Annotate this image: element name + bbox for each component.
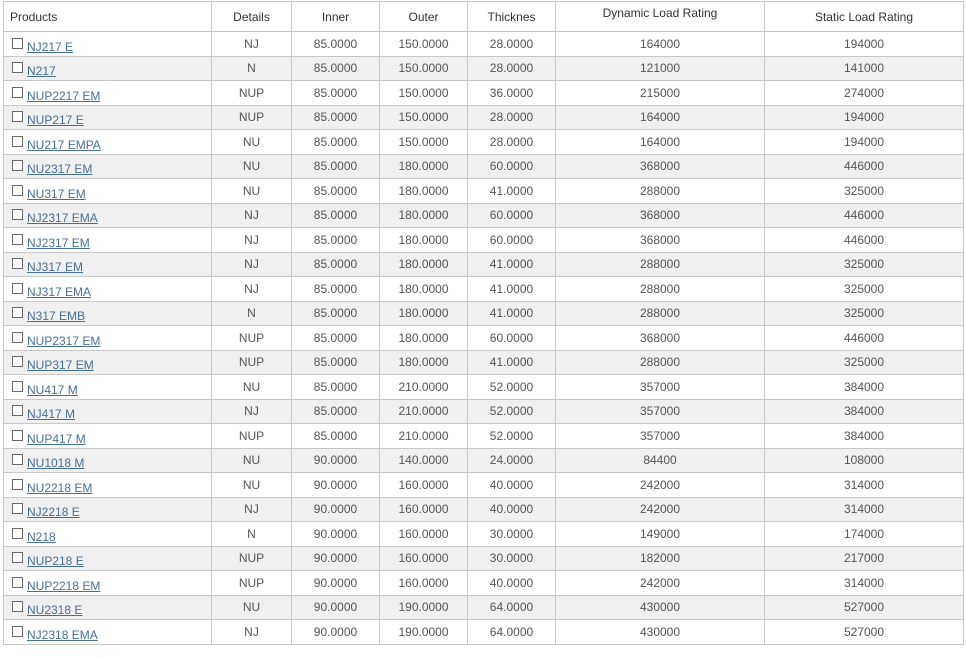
outer-cell: 180.0000 bbox=[380, 350, 468, 375]
checkbox-icon[interactable] bbox=[12, 38, 23, 49]
header-outer[interactable]: Outer bbox=[380, 2, 468, 32]
thickness-cell: 41.0000 bbox=[468, 301, 556, 326]
product-link[interactable]: NJ2317 EMA bbox=[27, 211, 98, 226]
details-cell: NUP bbox=[212, 81, 292, 106]
dynamic-load-cell: 242000 bbox=[556, 571, 765, 596]
table-body bbox=[4, 32, 964, 645]
thickness-cell: 64.0000 bbox=[468, 620, 556, 645]
details-cell: N bbox=[212, 301, 292, 326]
product-link[interactable]: N317 EMB bbox=[27, 309, 86, 324]
checkbox-icon[interactable] bbox=[12, 185, 23, 196]
table-row bbox=[4, 375, 964, 400]
details-cell: NJ bbox=[212, 620, 292, 645]
thickness-cell: 36.0000 bbox=[468, 81, 556, 106]
static-load-cell: 446000 bbox=[765, 228, 964, 253]
dynamic-load-cell: 84400 bbox=[556, 448, 765, 473]
product-link[interactable]: NU217 EMPA bbox=[27, 137, 101, 152]
checkbox-icon[interactable] bbox=[12, 209, 23, 220]
thickness-cell: 52.0000 bbox=[468, 399, 556, 424]
dynamic-load-cell: 430000 bbox=[556, 595, 765, 620]
static-load-cell: 314000 bbox=[765, 497, 964, 522]
outer-cell: 150.0000 bbox=[380, 105, 468, 130]
static-load-cell: 325000 bbox=[765, 277, 964, 302]
inner-cell: 85.0000 bbox=[292, 326, 380, 351]
header-products[interactable]: Products bbox=[4, 2, 212, 32]
table-row bbox=[4, 326, 964, 351]
header-inner[interactable]: Inner bbox=[292, 2, 380, 32]
product-link[interactable]: NU1018 M bbox=[27, 456, 85, 471]
product-cell bbox=[4, 252, 212, 277]
thickness-cell: 28.0000 bbox=[468, 56, 556, 81]
checkbox-icon[interactable] bbox=[12, 62, 23, 73]
thickness-cell: 60.0000 bbox=[468, 228, 556, 253]
thickness-cell: 24.0000 bbox=[468, 448, 556, 473]
static-load-cell: 527000 bbox=[765, 620, 964, 645]
outer-cell: 160.0000 bbox=[380, 473, 468, 498]
static-load-cell: 325000 bbox=[765, 179, 964, 204]
inner-cell: 90.0000 bbox=[292, 595, 380, 620]
thickness-cell: 40.0000 bbox=[468, 571, 556, 596]
checkbox-icon[interactable] bbox=[12, 283, 23, 294]
product-link[interactable]: NUP218 E bbox=[27, 554, 84, 569]
dynamic-load-cell: 164000 bbox=[556, 32, 765, 57]
details-cell: NJ bbox=[212, 228, 292, 253]
checkbox-icon[interactable] bbox=[12, 111, 23, 122]
static-load-cell: 446000 bbox=[765, 154, 964, 179]
table-row bbox=[4, 203, 964, 228]
thickness-cell: 52.0000 bbox=[468, 375, 556, 400]
dynamic-load-cell: 357000 bbox=[556, 375, 765, 400]
static-load-cell: 174000 bbox=[765, 522, 964, 547]
static-load-cell: 325000 bbox=[765, 301, 964, 326]
details-cell: NUP bbox=[212, 105, 292, 130]
outer-cell: 160.0000 bbox=[380, 497, 468, 522]
outer-cell: 210.0000 bbox=[380, 424, 468, 449]
checkbox-icon[interactable] bbox=[12, 601, 23, 612]
inner-cell: 85.0000 bbox=[292, 179, 380, 204]
details-cell: NU bbox=[212, 130, 292, 155]
table-row bbox=[4, 179, 964, 204]
outer-cell: 140.0000 bbox=[380, 448, 468, 473]
inner-cell: 85.0000 bbox=[292, 301, 380, 326]
static-load-cell: 325000 bbox=[765, 350, 964, 375]
product-link[interactable]: NJ417 M bbox=[27, 407, 76, 422]
header-dynamic-load-rating[interactable]: Dynamic Load Rating bbox=[556, 2, 765, 32]
inner-cell: 85.0000 bbox=[292, 105, 380, 130]
product-cell bbox=[4, 497, 212, 522]
product-cell bbox=[4, 179, 212, 204]
table-row bbox=[4, 154, 964, 179]
inner-cell: 90.0000 bbox=[292, 522, 380, 547]
outer-cell: 180.0000 bbox=[380, 154, 468, 179]
thickness-cell: 40.0000 bbox=[468, 473, 556, 498]
product-cell bbox=[4, 448, 212, 473]
checkbox-icon[interactable] bbox=[12, 381, 23, 392]
outer-cell: 160.0000 bbox=[380, 522, 468, 547]
checkbox-icon[interactable] bbox=[12, 626, 23, 637]
details-cell: NJ bbox=[212, 32, 292, 57]
outer-cell: 160.0000 bbox=[380, 571, 468, 596]
outer-cell: 180.0000 bbox=[380, 326, 468, 351]
product-link[interactable]: NUP2218 EM bbox=[27, 578, 101, 593]
outer-cell: 150.0000 bbox=[380, 130, 468, 155]
inner-cell: 85.0000 bbox=[292, 252, 380, 277]
thickness-cell: 60.0000 bbox=[468, 203, 556, 228]
inner-cell: 90.0000 bbox=[292, 473, 380, 498]
table-row bbox=[4, 473, 964, 498]
products-table bbox=[3, 1, 964, 645]
product-link[interactable]: NUP2317 EM bbox=[27, 333, 101, 348]
table-row bbox=[4, 32, 964, 57]
details-cell: NUP bbox=[212, 571, 292, 596]
static-load-cell: 384000 bbox=[765, 375, 964, 400]
product-link[interactable]: NU2318 E bbox=[27, 603, 83, 618]
table-row bbox=[4, 350, 964, 375]
thickness-cell: 28.0000 bbox=[468, 105, 556, 130]
details-cell: NUP bbox=[212, 326, 292, 351]
thickness-cell: 30.0000 bbox=[468, 522, 556, 547]
inner-cell: 85.0000 bbox=[292, 154, 380, 179]
table-row bbox=[4, 277, 964, 302]
checkbox-icon[interactable] bbox=[12, 503, 23, 514]
details-cell: NJ bbox=[212, 203, 292, 228]
product-cell bbox=[4, 350, 212, 375]
dynamic-load-cell: 368000 bbox=[556, 228, 765, 253]
details-cell: NUP bbox=[212, 350, 292, 375]
inner-cell: 85.0000 bbox=[292, 130, 380, 155]
static-load-cell: 325000 bbox=[765, 252, 964, 277]
inner-cell: 90.0000 bbox=[292, 571, 380, 596]
static-load-cell: 527000 bbox=[765, 595, 964, 620]
product-cell bbox=[4, 522, 212, 547]
product-cell bbox=[4, 473, 212, 498]
table-row bbox=[4, 81, 964, 106]
outer-cell: 180.0000 bbox=[380, 277, 468, 302]
details-cell: NU bbox=[212, 179, 292, 204]
outer-cell: 180.0000 bbox=[380, 179, 468, 204]
table-row bbox=[4, 448, 964, 473]
inner-cell: 90.0000 bbox=[292, 497, 380, 522]
dynamic-load-cell: 368000 bbox=[556, 203, 765, 228]
checkbox-icon[interactable] bbox=[12, 577, 23, 588]
dynamic-load-cell: 368000 bbox=[556, 326, 765, 351]
static-load-cell: 446000 bbox=[765, 326, 964, 351]
inner-cell: 85.0000 bbox=[292, 203, 380, 228]
inner-cell: 85.0000 bbox=[292, 350, 380, 375]
product-link[interactable]: NUP217 E bbox=[27, 113, 84, 128]
checkbox-icon[interactable] bbox=[12, 87, 23, 98]
product-link[interactable]: NU317 EM bbox=[27, 186, 86, 201]
static-load-cell: 446000 bbox=[765, 203, 964, 228]
product-link[interactable]: NJ317 EMA bbox=[27, 284, 92, 299]
thickness-cell: 41.0000 bbox=[468, 277, 556, 302]
details-cell: NUP bbox=[212, 546, 292, 571]
product-link[interactable]: N217 bbox=[27, 64, 56, 79]
static-load-cell: 314000 bbox=[765, 571, 964, 596]
outer-cell: 180.0000 bbox=[380, 252, 468, 277]
details-cell: NJ bbox=[212, 277, 292, 302]
product-link[interactable]: NUP417 M bbox=[27, 431, 86, 446]
product-link[interactable]: NJ217 E bbox=[27, 39, 74, 54]
outer-cell: 150.0000 bbox=[380, 56, 468, 81]
dynamic-load-cell: 242000 bbox=[556, 473, 765, 498]
outer-cell: 180.0000 bbox=[380, 301, 468, 326]
static-load-cell: 384000 bbox=[765, 399, 964, 424]
outer-cell: 190.0000 bbox=[380, 620, 468, 645]
thickness-cell: 41.0000 bbox=[468, 179, 556, 204]
outer-cell: 210.0000 bbox=[380, 375, 468, 400]
product-cell bbox=[4, 301, 212, 326]
checkbox-icon[interactable] bbox=[12, 454, 23, 465]
static-load-cell: 217000 bbox=[765, 546, 964, 571]
product-cell bbox=[4, 620, 212, 645]
table-row bbox=[4, 595, 964, 620]
details-cell: NJ bbox=[212, 399, 292, 424]
checkbox-icon[interactable] bbox=[12, 332, 23, 343]
outer-cell: 150.0000 bbox=[380, 81, 468, 106]
outer-cell: 190.0000 bbox=[380, 595, 468, 620]
product-cell bbox=[4, 595, 212, 620]
static-load-cell: 108000 bbox=[765, 448, 964, 473]
product-link[interactable]: NJ2317 EM bbox=[27, 235, 90, 250]
product-cell bbox=[4, 571, 212, 596]
outer-cell: 180.0000 bbox=[380, 228, 468, 253]
static-load-cell: 194000 bbox=[765, 32, 964, 57]
dynamic-load-cell: 288000 bbox=[556, 252, 765, 277]
dynamic-load-cell: 288000 bbox=[556, 179, 765, 204]
product-cell bbox=[4, 81, 212, 106]
inner-cell: 90.0000 bbox=[292, 620, 380, 645]
table-row bbox=[4, 620, 964, 645]
thickness-cell: 28.0000 bbox=[468, 32, 556, 57]
static-load-cell: 314000 bbox=[765, 473, 964, 498]
details-cell: NU bbox=[212, 154, 292, 179]
thickness-cell: 41.0000 bbox=[468, 350, 556, 375]
checkbox-icon[interactable] bbox=[12, 528, 23, 539]
outer-cell: 160.0000 bbox=[380, 546, 468, 571]
checkbox-icon[interactable] bbox=[12, 552, 23, 563]
details-cell: N bbox=[212, 56, 292, 81]
details-cell: NU bbox=[212, 595, 292, 620]
outer-cell: 150.0000 bbox=[380, 32, 468, 57]
thickness-cell: 60.0000 bbox=[468, 326, 556, 351]
dynamic-load-cell: 288000 bbox=[556, 301, 765, 326]
checkbox-icon[interactable] bbox=[12, 258, 23, 269]
product-link[interactable]: NU2218 EM bbox=[27, 480, 93, 495]
dynamic-load-cell: 215000 bbox=[556, 81, 765, 106]
dynamic-load-cell: 368000 bbox=[556, 154, 765, 179]
dynamic-load-cell: 164000 bbox=[556, 130, 765, 155]
details-cell: NU bbox=[212, 473, 292, 498]
dynamic-load-cell: 149000 bbox=[556, 522, 765, 547]
thickness-cell: 41.0000 bbox=[468, 252, 556, 277]
dynamic-load-cell: 182000 bbox=[556, 546, 765, 571]
inner-cell: 90.0000 bbox=[292, 448, 380, 473]
inner-cell: 85.0000 bbox=[292, 81, 380, 106]
product-cell bbox=[4, 375, 212, 400]
product-cell bbox=[4, 32, 212, 57]
product-cell bbox=[4, 130, 212, 155]
details-cell: NUP bbox=[212, 424, 292, 449]
thickness-cell: 30.0000 bbox=[468, 546, 556, 571]
dynamic-load-cell: 357000 bbox=[556, 424, 765, 449]
outer-cell: 210.0000 bbox=[380, 399, 468, 424]
inner-cell: 85.0000 bbox=[292, 56, 380, 81]
header-thickness[interactable]: Thicknes bbox=[468, 2, 556, 32]
details-cell: NJ bbox=[212, 497, 292, 522]
static-load-cell: 384000 bbox=[765, 424, 964, 449]
thickness-cell: 64.0000 bbox=[468, 595, 556, 620]
inner-cell: 85.0000 bbox=[292, 32, 380, 57]
checkbox-icon[interactable] bbox=[12, 405, 23, 416]
table-row bbox=[4, 228, 964, 253]
product-link[interactable]: NJ2318 EMA bbox=[27, 627, 98, 642]
table-row bbox=[4, 301, 964, 326]
table-row bbox=[4, 497, 964, 522]
inner-cell: 85.0000 bbox=[292, 277, 380, 302]
product-link[interactable]: NU417 M bbox=[27, 382, 78, 397]
inner-cell: 85.0000 bbox=[292, 399, 380, 424]
product-cell bbox=[4, 326, 212, 351]
checkbox-icon[interactable] bbox=[12, 160, 23, 171]
static-load-cell: 141000 bbox=[765, 56, 964, 81]
table-row bbox=[4, 252, 964, 277]
static-load-cell: 194000 bbox=[765, 105, 964, 130]
product-cell bbox=[4, 424, 212, 449]
thickness-cell: 40.0000 bbox=[468, 497, 556, 522]
product-cell bbox=[4, 105, 212, 130]
inner-cell: 85.0000 bbox=[292, 424, 380, 449]
header-row bbox=[4, 2, 964, 32]
product-cell bbox=[4, 203, 212, 228]
dynamic-load-cell: 164000 bbox=[556, 105, 765, 130]
product-cell bbox=[4, 228, 212, 253]
table-row bbox=[4, 399, 964, 424]
static-load-cell: 274000 bbox=[765, 81, 964, 106]
product-link[interactable]: NU2317 EM bbox=[27, 162, 93, 177]
dynamic-load-cell: 357000 bbox=[556, 399, 765, 424]
inner-cell: 90.0000 bbox=[292, 546, 380, 571]
outer-cell: 180.0000 bbox=[380, 203, 468, 228]
table-row bbox=[4, 130, 964, 155]
thickness-cell: 28.0000 bbox=[468, 130, 556, 155]
product-cell bbox=[4, 399, 212, 424]
product-cell bbox=[4, 56, 212, 81]
product-link[interactable]: NJ317 EM bbox=[27, 260, 84, 275]
checkbox-icon[interactable] bbox=[12, 356, 23, 367]
product-cell bbox=[4, 546, 212, 571]
inner-cell: 85.0000 bbox=[292, 375, 380, 400]
header-static-load-rating[interactable]: Static Load Rating bbox=[765, 2, 964, 32]
dynamic-load-cell: 430000 bbox=[556, 620, 765, 645]
thickness-cell: 52.0000 bbox=[468, 424, 556, 449]
dynamic-load-cell: 121000 bbox=[556, 56, 765, 81]
table-row bbox=[4, 546, 964, 571]
details-cell: NU bbox=[212, 448, 292, 473]
checkbox-icon[interactable] bbox=[12, 430, 23, 441]
checkbox-icon[interactable] bbox=[12, 136, 23, 147]
thickness-cell: 60.0000 bbox=[468, 154, 556, 179]
details-cell: NJ bbox=[212, 252, 292, 277]
table-row bbox=[4, 56, 964, 81]
table-header bbox=[4, 2, 964, 32]
product-cell bbox=[4, 277, 212, 302]
checkbox-icon[interactable] bbox=[12, 307, 23, 318]
details-cell: N bbox=[212, 522, 292, 547]
inner-cell: 85.0000 bbox=[292, 228, 380, 253]
product-link[interactable]: NJ2218 E bbox=[27, 505, 80, 520]
table-row bbox=[4, 522, 964, 547]
checkbox-icon[interactable] bbox=[12, 479, 23, 490]
product-link[interactable]: NUP2217 EM bbox=[27, 88, 101, 103]
product-link[interactable]: NUP317 EM bbox=[27, 358, 94, 373]
details-cell: NU bbox=[212, 375, 292, 400]
dynamic-load-cell: 288000 bbox=[556, 277, 765, 302]
header-details[interactable]: Details bbox=[212, 2, 292, 32]
table-row bbox=[4, 105, 964, 130]
product-cell bbox=[4, 154, 212, 179]
dynamic-load-cell: 288000 bbox=[556, 350, 765, 375]
product-link[interactable]: N218 bbox=[27, 529, 56, 544]
dynamic-load-cell: 242000 bbox=[556, 497, 765, 522]
table-row bbox=[4, 424, 964, 449]
checkbox-icon[interactable] bbox=[12, 234, 23, 245]
static-load-cell: 194000 bbox=[765, 130, 964, 155]
table-row bbox=[4, 571, 964, 596]
